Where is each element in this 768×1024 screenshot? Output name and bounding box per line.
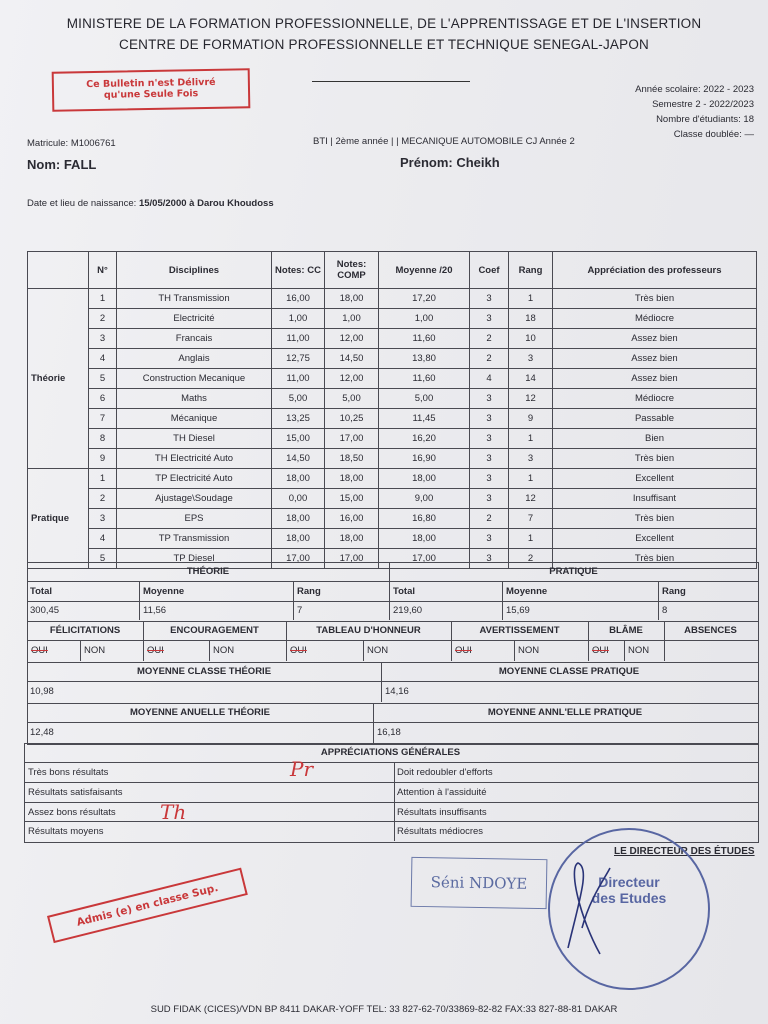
student-prenom: Prénom: Cheikh	[400, 155, 500, 170]
grade-cell-no: 3	[89, 509, 117, 529]
encouragement-non: NON	[213, 645, 235, 656]
appr-right-1: Attention à l'assiduité	[397, 787, 487, 798]
grade-cell-rang: 3	[509, 449, 553, 469]
handwritten-signature	[560, 858, 620, 958]
grade-cell-comp: 15,00	[325, 489, 379, 509]
nombre-etudiants: Nombre d'étudiants: 18	[656, 114, 754, 125]
grade-row-theorie	[28, 389, 757, 409]
dist-sub-v1	[80, 640, 81, 661]
grade-cell-rang: 10	[509, 329, 553, 349]
grade-cell-discipline: Ajustage\Soudage	[117, 489, 272, 509]
directeur-etudes-label: LE DIRECTEUR DES ÉTUDES	[614, 846, 755, 857]
grade-row-pratique	[28, 489, 757, 509]
grade-cell-discipline: TP Transmission	[117, 529, 272, 549]
grade-cell-appreciation: Très bien	[553, 509, 757, 529]
stamp-line-1: Ce Bulletin n'est Délivré	[86, 76, 216, 91]
grade-cell-rang: 7	[509, 509, 553, 529]
th-rang-label: Rang	[297, 586, 321, 597]
tp-total-value: 219,60	[393, 605, 423, 616]
dist-sub-v4	[514, 640, 515, 661]
grade-cell-no: 3	[89, 329, 117, 349]
grade-cell-no: 4	[89, 529, 117, 549]
grade-cell-cc: 17,00	[272, 549, 325, 569]
grade-cell-rang: 1	[509, 429, 553, 449]
grade-row-theorie	[28, 349, 757, 369]
grade-cell-appreciation: Très bien	[553, 449, 757, 469]
th-total-label: Total	[30, 586, 52, 597]
th-moyenne-value: 11,56	[143, 605, 167, 616]
th-rang-value: 7	[297, 605, 303, 616]
grade-cell-moyenne: 11,45	[379, 409, 470, 429]
avertissement-oui: OUI	[455, 645, 472, 656]
grade-cell-appreciation: Assez bien	[553, 329, 757, 349]
moyenne-annuelle-pratique-title: MOYENNE ANNL'ELLE PRATIQUE	[487, 707, 643, 718]
grade-cell-cc: 13,25	[272, 409, 325, 429]
appr-right-2: Résultats insuffisants	[397, 807, 487, 818]
totals-vline-1	[139, 581, 140, 620]
moyenne-classe-pratique-title: MOYENNE CLASSE PRATIQUE	[498, 666, 640, 677]
matricule: Matricule: M1006761	[27, 138, 116, 149]
grade-cell-comp: 12,00	[325, 329, 379, 349]
class-info: BTI | 2ème année | | MECANIQUE AUTOMOBILE CJ Année 2	[313, 136, 575, 147]
grade-cell-cc: 16,00	[272, 289, 325, 309]
grade-cell-comp: 18,00	[325, 469, 379, 489]
grade-cell-rang: 18	[509, 309, 553, 329]
seal-line-2: des Etudes	[591, 890, 667, 906]
moyenne-classe-theorie-title: MOYENNE CLASSE THÉORIE	[136, 666, 272, 677]
theorie-group-label: Théorie	[28, 289, 89, 469]
blame-non: NON	[628, 645, 650, 656]
header-rang: Rang	[509, 252, 553, 289]
appr-left-2: Assez bons résultats	[28, 807, 116, 818]
grade-cell-appreciation: Bien	[553, 429, 757, 449]
grade-cell-discipline: TH Electricité Auto	[117, 449, 272, 469]
grade-cell-discipline: Mécanique	[117, 409, 272, 429]
grade-row-theorie	[28, 309, 757, 329]
signature-line	[312, 81, 470, 82]
grade-cell-appreciation: Médiocre	[553, 389, 757, 409]
header-blank	[28, 252, 89, 289]
signatory-stamp: Séni NDOYE	[411, 857, 548, 909]
totals-vline-2	[293, 581, 294, 620]
header-appreciation: Appréciation des professeurs	[553, 252, 757, 289]
tp-moyenne-value: 15,69	[506, 605, 530, 616]
pratique-summary-title: PRATIQUE	[549, 566, 598, 577]
th-moyenne-label: Moyenne	[143, 586, 185, 597]
moyenne-annuelle-theorie-title: MOYENNE ANUELLE THÉORIE	[129, 707, 271, 718]
moyenne-classe-pratique-value: 14,16	[385, 686, 409, 697]
totals-hline-1	[27, 581, 758, 582]
grade-cell-comp: 18,50	[325, 449, 379, 469]
grade-cell-cc: 0,00	[272, 489, 325, 509]
grade-cell-comp: 16,00	[325, 509, 379, 529]
grade-cell-appreciation: Excellent	[553, 529, 757, 549]
tp-rang-label: Rang	[662, 586, 686, 597]
appr-left-3: Résultats moyens	[28, 826, 104, 837]
grade-cell-coef: 2	[470, 329, 509, 349]
grade-cell-coef: 3	[470, 529, 509, 549]
grade-cell-discipline: Anglais	[117, 349, 272, 369]
moyenne-classe-theorie-value: 10,98	[30, 686, 54, 697]
grade-cell-cc: 18,00	[272, 469, 325, 489]
appr-vline	[394, 762, 395, 841]
grade-cell-coef: 3	[470, 309, 509, 329]
grade-row-pratique	[28, 509, 757, 529]
grade-cell-rang: 3	[509, 349, 553, 369]
classe-doublee: Classe doublée: —	[673, 129, 754, 140]
semestre: Semestre 2 - 2022/2023	[652, 99, 754, 110]
grade-cell-discipline: Maths	[117, 389, 272, 409]
grade-cell-moyenne: 16,20	[379, 429, 470, 449]
grade-cell-coef: 3	[470, 449, 509, 469]
handwritten-pr-mark: Pr	[290, 757, 314, 781]
encouragement-header: ENCOURAGEMENT	[170, 625, 259, 636]
dist-sub-v5	[624, 640, 625, 661]
grade-cell-moyenne: 9,00	[379, 489, 470, 509]
th-total-value: 300,45	[30, 605, 60, 616]
school-year-info	[635, 82, 754, 142]
class-avg-hline	[27, 681, 758, 682]
grade-cell-rang: 9	[509, 409, 553, 429]
grade-cell-rang: 2	[509, 549, 553, 569]
single-delivery-stamp	[52, 68, 251, 111]
grade-row-theorie	[28, 409, 757, 429]
grade-cell-no: 6	[89, 389, 117, 409]
grade-cell-appreciation: Excellent	[553, 469, 757, 489]
grade-cell-appreciation: Passable	[553, 409, 757, 429]
dist-sub-v3	[363, 640, 364, 661]
avertissement-non: NON	[518, 645, 540, 656]
grade-cell-no: 8	[89, 429, 117, 449]
blame-oui: OUI	[592, 645, 609, 656]
grade-cell-comp: 1,00	[325, 309, 379, 329]
grade-cell-comp: 12,00	[325, 369, 379, 389]
grade-cell-cc: 5,00	[272, 389, 325, 409]
grade-cell-coef: 3	[470, 289, 509, 309]
appreciations-table	[24, 743, 759, 843]
grade-cell-no: 5	[89, 549, 117, 569]
appr-hline-0	[24, 762, 758, 763]
grade-cell-discipline: TP Diesel	[117, 549, 272, 569]
header-notes-cc: Notes: CC	[272, 252, 325, 289]
totals-hline-2	[27, 601, 758, 602]
grade-row-theorie	[28, 449, 757, 469]
grade-cell-coef: 3	[470, 469, 509, 489]
blame-header: BLÂME	[609, 625, 643, 636]
handwritten-th-mark: Th	[160, 800, 187, 824]
header-notes-comp: Notes: COMP	[325, 252, 379, 289]
avertissement-header: AVERTISSEMENT	[479, 625, 560, 636]
header-disciplines: Disciplines	[117, 252, 272, 289]
grade-cell-rang: 12	[509, 389, 553, 409]
grade-cell-appreciation: Assez bien	[553, 369, 757, 389]
grades-header-row	[28, 252, 757, 289]
grade-row-pratique	[28, 469, 757, 489]
grade-cell-cc: 15,00	[272, 429, 325, 449]
centre-title: CENTRE DE FORMATION PROFESSIONNELLE ET TECHNIQUE SENEGAL-JAPON	[119, 37, 649, 52]
grade-cell-no: 4	[89, 349, 117, 369]
grade-cell-no: 5	[89, 369, 117, 389]
grade-cell-rang: 1	[509, 529, 553, 549]
grade-cell-cc: 11,00	[272, 329, 325, 349]
grade-cell-coef: 3	[470, 489, 509, 509]
grade-cell-discipline: Francais	[117, 329, 272, 349]
admis-classe-sup-stamp: Admis (e) en classe Sup.	[47, 868, 248, 944]
grade-cell-appreciation: Insuffisant	[553, 489, 757, 509]
grade-cell-appreciation: Très bien	[553, 289, 757, 309]
dist-sub-v2	[209, 640, 210, 661]
grade-cell-appreciation: Très bien	[553, 549, 757, 569]
grade-cell-comp: 10,25	[325, 409, 379, 429]
tp-moyenne-label: Moyenne	[506, 586, 548, 597]
appr-hline-1	[24, 782, 758, 783]
grade-row-theorie	[28, 289, 757, 309]
grade-cell-coef: 4	[470, 369, 509, 389]
birth-label: Date et lieu de naissance:	[27, 198, 139, 209]
grade-cell-discipline: TH Transmission	[117, 289, 272, 309]
grade-cell-moyenne: 16,90	[379, 449, 470, 469]
grade-cell-appreciation: Assez bien	[553, 349, 757, 369]
distinctions-hline	[27, 640, 758, 641]
grade-cell-cc: 12,75	[272, 349, 325, 369]
seal-line-1: Directeur	[598, 874, 660, 890]
tp-rang-value: 8	[662, 605, 668, 616]
grade-cell-coef: 3	[470, 409, 509, 429]
theorie-summary-title: THÉORIE	[186, 566, 230, 577]
stamp-line-2: qu'une Seule Fois	[103, 88, 199, 101]
moyenne-annuelle-theorie-value: 12,48	[30, 727, 54, 738]
grade-cell-discipline: Electricité	[117, 309, 272, 329]
grade-cell-no: 9	[89, 449, 117, 469]
felicitations-non: NON	[84, 645, 106, 656]
grade-cell-cc: 1,00	[272, 309, 325, 329]
grade-cell-cc: 18,00	[272, 509, 325, 529]
grade-cell-discipline: TP Electricité Auto	[117, 469, 272, 489]
grade-cell-coef: 3	[470, 549, 509, 569]
grade-row-theorie	[28, 369, 757, 389]
moyenne-annuelle-pratique-value: 16,18	[377, 727, 401, 738]
grade-cell-moyenne: 17,20	[379, 289, 470, 309]
grade-cell-rang: 12	[509, 489, 553, 509]
grades-table	[27, 251, 757, 569]
felicitations-header: FÉLICITATIONS	[49, 625, 121, 636]
appr-hline-3	[24, 821, 758, 822]
grade-cell-comp: 14,50	[325, 349, 379, 369]
absences-header: ABSENCES	[684, 625, 737, 636]
appr-left-0: Très bons résultats	[28, 767, 109, 778]
annee-scolaire: Année scolaire: 2022 - 2023	[635, 84, 754, 95]
grade-cell-discipline: EPS	[117, 509, 272, 529]
header-moyenne: Moyenne /20	[379, 252, 470, 289]
grade-cell-coef: 3	[470, 429, 509, 449]
grade-cell-coef: 2	[470, 349, 509, 369]
grade-cell-no: 7	[89, 409, 117, 429]
grade-cell-moyenne: 18,00	[379, 529, 470, 549]
student-nom: Nom: FALL	[27, 157, 97, 172]
felicitations-oui: OUI	[31, 645, 48, 656]
grade-cell-no: 1	[89, 469, 117, 489]
birth-info	[27, 198, 274, 209]
grade-cell-comp: 17,00	[325, 429, 379, 449]
annual-avg-hline	[27, 722, 758, 723]
appr-hline-2	[24, 802, 758, 803]
totals-vline-3	[502, 581, 503, 620]
tableau-honneur-header: TABLEAU D'HONNEUR	[316, 625, 421, 636]
grade-cell-rang: 14	[509, 369, 553, 389]
tableau-honneur-non: NON	[367, 645, 389, 656]
grade-cell-moyenne: 5,00	[379, 389, 470, 409]
grade-cell-moyenne: 13,80	[379, 349, 470, 369]
grade-cell-no: 2	[89, 489, 117, 509]
encouragement-oui: OUI	[147, 645, 164, 656]
grade-cell-discipline: TH Diesel	[117, 429, 272, 449]
tableau-honneur-oui: OUI	[290, 645, 307, 656]
grade-cell-comp: 5,00	[325, 389, 379, 409]
grade-cell-coef: 3	[470, 389, 509, 409]
grade-cell-appreciation: Médiocre	[553, 309, 757, 329]
grade-cell-cc: 11,00	[272, 369, 325, 389]
header-no: N°	[89, 252, 117, 289]
grade-cell-moyenne: 17,00	[379, 549, 470, 569]
birth-value: 15/05/2000 à Darou Khoudoss	[138, 198, 274, 209]
grade-cell-moyenne: 16,80	[379, 509, 470, 529]
grade-cell-rang: 1	[509, 289, 553, 309]
grade-cell-comp: 17,00	[325, 549, 379, 569]
grade-cell-no: 2	[89, 309, 117, 329]
header-coef: Coef	[470, 252, 509, 289]
grade-row-theorie	[28, 329, 757, 349]
grade-cell-comp: 18,00	[325, 289, 379, 309]
grade-cell-moyenne: 11,60	[379, 369, 470, 389]
grade-cell-no: 1	[89, 289, 117, 309]
totals-vline-4	[658, 581, 659, 620]
grade-cell-cc: 14,50	[272, 449, 325, 469]
pratique-group-label: Pratique	[28, 469, 89, 569]
appr-left-1: Résultats satisfaisants	[28, 787, 123, 798]
ministry-title: MINISTERE DE LA FORMATION PROFESSIONNELLE, DE L'APPRENTISSAGE ET DE L'INSERTION	[66, 16, 702, 31]
grade-cell-moyenne: 18,00	[379, 469, 470, 489]
appreciations-title: APPRÉCIATIONS GÉNÉRALES	[320, 747, 461, 758]
grade-cell-comp: 18,00	[325, 529, 379, 549]
appr-right-0: Doit redoubler d'efforts	[397, 767, 493, 778]
grade-row-pratique	[28, 529, 757, 549]
appr-right-3: Résultats médiocres	[397, 826, 484, 837]
grade-cell-moyenne: 1,00	[379, 309, 470, 329]
grade-cell-rang: 1	[509, 469, 553, 489]
grade-cell-moyenne: 11,60	[379, 329, 470, 349]
tp-total-label: Total	[393, 586, 415, 597]
footer-address: SUD FIDAK (CICES)/VDN BP 8411 DAKAR-YOFF TEL: 33 827-62-70/33869-82-82 FAX:33 827-88-81 DAKAR	[150, 1004, 618, 1015]
grade-cell-cc: 18,00	[272, 529, 325, 549]
grade-cell-coef: 2	[470, 509, 509, 529]
grade-cell-discipline: Construction Mecanique	[117, 369, 272, 389]
grade-row-theorie	[28, 429, 757, 449]
